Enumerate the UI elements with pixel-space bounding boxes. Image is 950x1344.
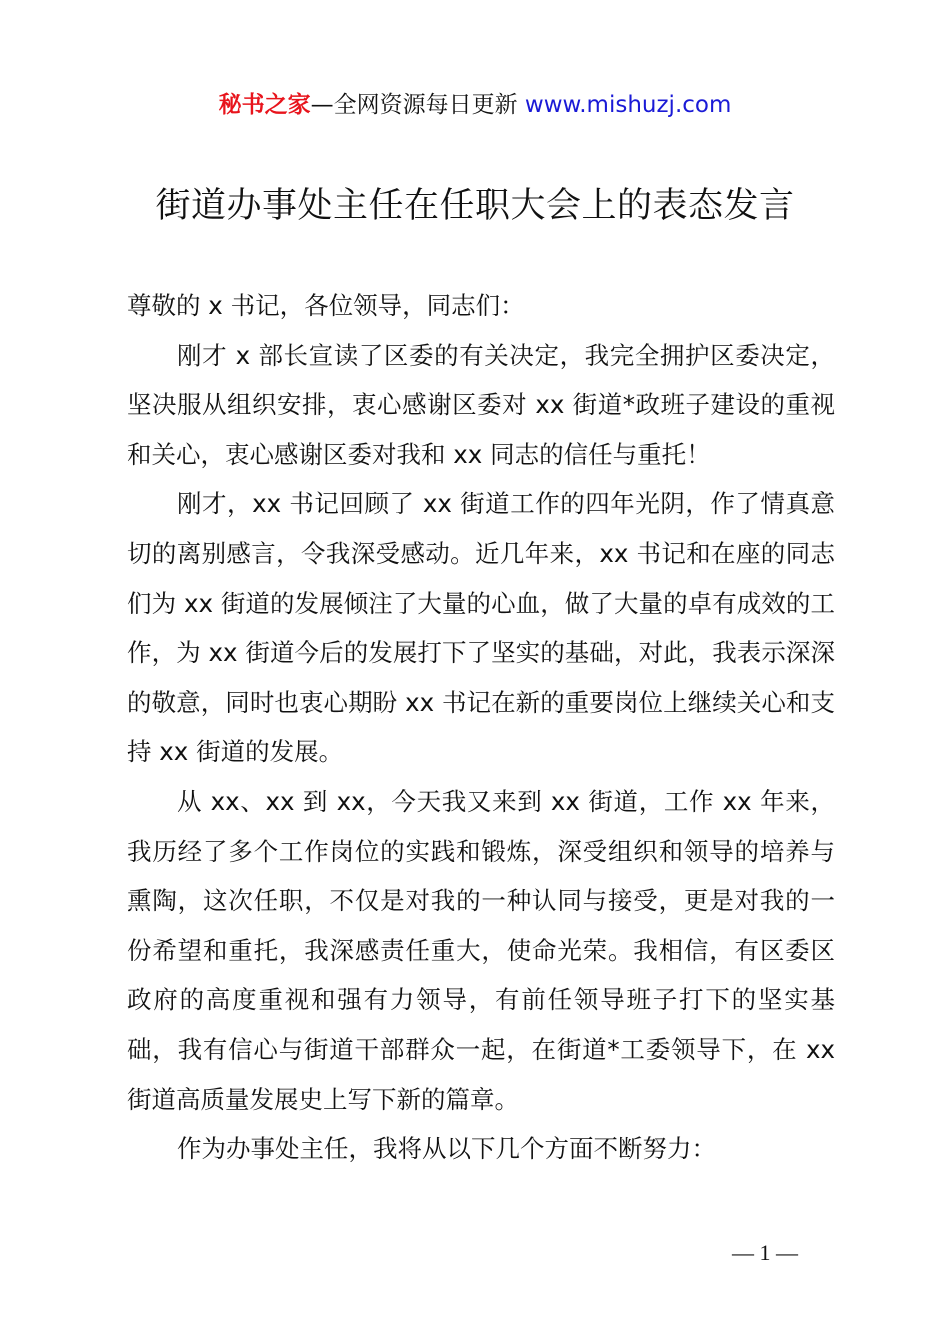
header-tagline: —全网资源每日更新 bbox=[310, 92, 525, 118]
site-url-link[interactable]: www.mishuzj.com bbox=[524, 92, 732, 118]
brand-name: 秘书之家 bbox=[218, 92, 311, 118]
salutation: 尊敬的 x 书记，各位领导，同志们： bbox=[127, 291, 525, 320]
site-header-banner bbox=[0, 88, 950, 122]
document-body bbox=[127, 281, 835, 1174]
page-number: — 1 — bbox=[732, 1240, 798, 1265]
body-paragraph: 从 xx、xx 到 xx，今天我又来到 xx 街道，工作 xx 年来，我历经了多个工作岗位的实践和锻炼，深受组织和领导的培养与熏陶，这次任职，不仅是对我的一种认同与接受，更是对我的一份希望和重托，我深感责任重大，使命光荣。我相信，有区委区政府的高度重视和强有力领导，有前任领导班子打下的坚实基础，我有信心与街道干部群众一起，在街道*工委领导下，在 xx 街道高质量发展史上写下新的篇章。 bbox=[127, 786, 835, 1114]
body-paragraph: 刚才，xx 书记回顾了 xx 街道工作的四年光阴，作了情真意切的离别感言，令我深受感动。近几年来，xx 书记和在座的同志们为 xx 街道的发展倾注了大量的心血，做了大量的卓有成效的工作，为 xx 街道今后的发展打下了坚实的基础，对此，我表示深深的敬意，同时也衷心期盼 xx 书记在新的重要岗位上继续关心和支持 xx 街道的发展。 bbox=[127, 489, 835, 767]
body-paragraph: 作为办事处主任，我将从以下几个方面不断努力： bbox=[177, 1134, 716, 1164]
document-title: 街道办事处主任在任职大会上的表态发言 bbox=[155, 186, 795, 226]
body-paragraph: 刚才 x 部长宣读了区委的有关决定，我完全拥护区委决定，坚决服从组织安排，衷心感谢区委对 xx 街道*政班子建设的重视和关心，衷心感谢区委对我和 xx 同志的信任与重托！ bbox=[127, 340, 835, 469]
